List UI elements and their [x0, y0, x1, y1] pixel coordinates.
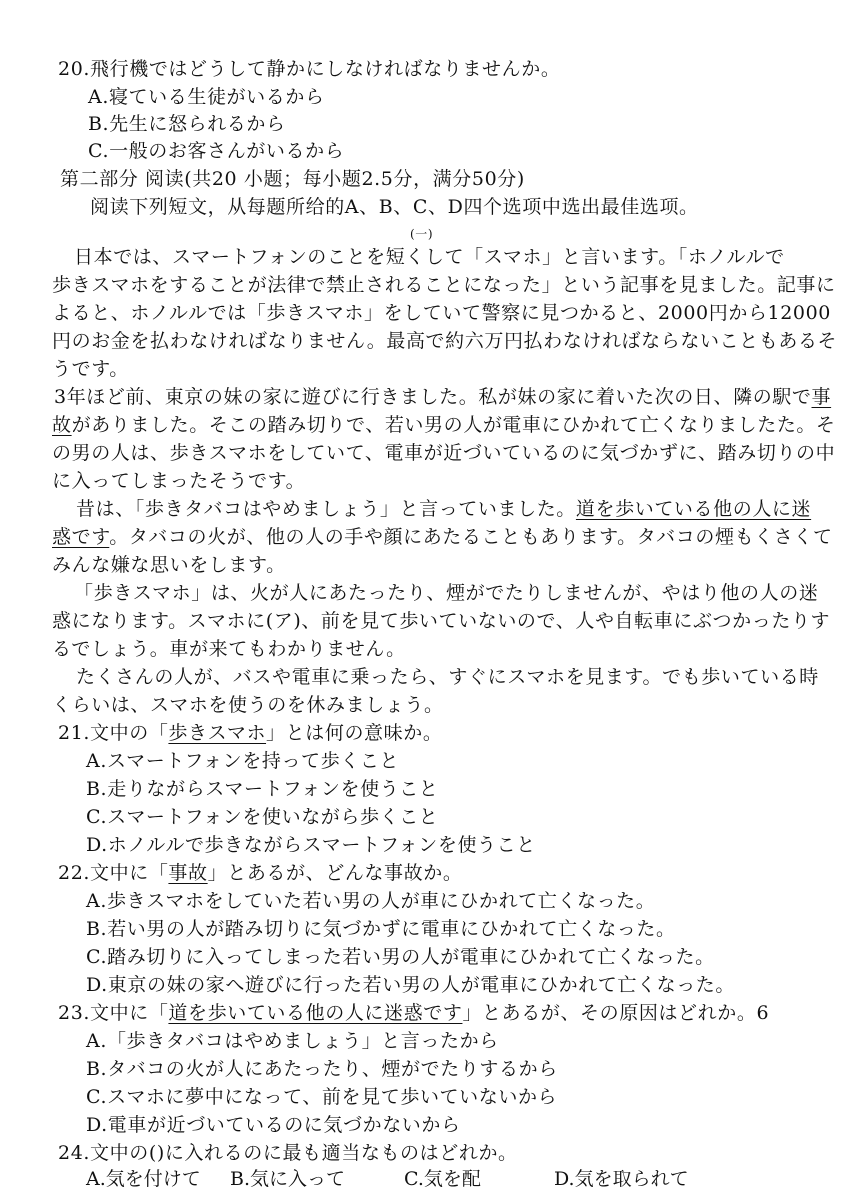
- passage-line: [52, 412, 836, 438]
- question-24-option-d: D.気を取られて: [554, 1168, 689, 1190]
- stem-text: 21.文中の「: [58, 722, 169, 744]
- passage-line: [76, 496, 811, 522]
- question-22-option-c: C.踏み切りに入ってしまった若い男の人が電車にひかれて亡くなった。: [86, 946, 715, 968]
- question-23-option-d: D.電車が近づいているのに気づかないから: [86, 1114, 461, 1136]
- passage-underlined-text: 故: [52, 414, 72, 436]
- passage-line: 惑になります。スマホに(ア)、前を見て歩いていないので、人や自転車にぶつかったりす: [52, 610, 831, 632]
- question-24-stem: 24.文中の()に入れるのに最も適当なものはどれか。: [58, 1142, 518, 1164]
- question-21-option-b: B.走りながらスマートフォンを使うこと: [86, 778, 439, 800]
- passage-line: るでしょう。車が来てもわかりません。: [52, 638, 406, 660]
- question-24-option-b: B.気に入って: [230, 1168, 346, 1190]
- passage-underlined-text: 事: [811, 386, 832, 408]
- part2-instruction: 阅读下列短文，从每题所给的A、B、C、D四个选项中选出最佳选项。: [90, 196, 699, 218]
- stem-text: 」とあるが、その原因はどれか。6: [462, 1002, 770, 1024]
- question-23-stem: [58, 1000, 769, 1026]
- passage-line: の男の人は、歩きスマホをしていて、電車が近づいているのに気づかずに、踏み切りの中: [52, 442, 836, 464]
- passage-text: 。タバコの火が、他の人の手や顔にあたることもあります。タバコの煙もくさくて: [109, 526, 833, 548]
- stem-text: 」とあるが、どんな事故か。: [207, 862, 463, 884]
- question-24-option-a: A.気を付けて: [86, 1168, 201, 1190]
- passage-number: (一): [410, 227, 434, 241]
- passage-line: 円のお金を払わなければなりません。最高で約六万円払わなければならないこともあるそ: [52, 330, 838, 352]
- passage-line: うです。: [52, 358, 129, 380]
- passage-text: 昔は、「歩きタバコはやめましょう」と言っていました。: [76, 498, 576, 520]
- passage-line: 「歩きスマホ」は、火が人にあたったり、煙がでたりしませんが、やはり他の人の迷: [74, 582, 819, 604]
- passage-line: に入ってしまったそうです。: [52, 470, 306, 492]
- passage-line: たくさんの人が、バスや電車に乗ったら、すぐにスマホを見ます。でも歩いている時: [76, 666, 819, 688]
- passage-line: [52, 524, 833, 550]
- stem-underlined-text: 道を歩いている他の人に迷惑です: [168, 1002, 463, 1024]
- stem-underlined-text: 歩きスマホ: [168, 722, 267, 744]
- question-21-option-c: C.スマートフォンを使いながら歩くこと: [86, 806, 439, 828]
- passage-line: 日本では、スマートフォンのことを短くして「スマホ」と言います。「ホノルルで: [74, 246, 785, 268]
- question-22-option-b: B.若い男の人が踏み切りに気づかずに電車にひかれて亡くなった。: [86, 918, 676, 940]
- passage-text: 3年ほど前、東京の妹の家に遊びに行きました。私が妹の家に着いた次の日、隣の駅で: [54, 386, 812, 408]
- question-20-option-c: C.一般のお客さんがいるから: [88, 140, 345, 162]
- stem-text: 」とは何の意味か。: [266, 722, 443, 744]
- stem-text: 22.文中に「: [58, 862, 169, 884]
- question-20-stem: 20.飛行機ではどうして静かにしなければなりませんか。: [58, 58, 561, 80]
- question-21-option-a: A.スマートフォンを持って歩くこと: [86, 750, 400, 772]
- question-20-option-a: A.寝ている生徒がいるから: [88, 86, 325, 108]
- stem-underlined-text: 事故: [168, 862, 208, 884]
- part2-header: 第二部分 阅读(共20 小题；每小题2.5分，满分50分): [60, 168, 525, 190]
- passage-underlined-text: 惑です: [52, 526, 110, 548]
- question-23-option-b: B.タバコの火が人にあたったり、煙がでたりするから: [86, 1058, 558, 1080]
- question-21-stem: [58, 720, 442, 746]
- question-22-stem: [58, 860, 462, 886]
- passage-line: みんな嫌な思いをします。: [52, 554, 286, 576]
- passage-text: がありました。そこの踏み切りで、若い男の人が電車にひかれて亡くなりましたた。そ: [71, 414, 836, 436]
- passage-line: 歩きスマホをすることが法律で禁止されることになった」という記事を見ました。記事に: [52, 274, 836, 296]
- question-24-option-c: C.気を配: [404, 1168, 481, 1190]
- passage-line: くらいは、スマホを使うのを休みましょう。: [52, 694, 444, 716]
- passage-line: [54, 384, 831, 410]
- passage-line: よると、ホノルルでは「歩きスマホ」をしていて警察に見つかると、2000円から12000: [52, 302, 831, 324]
- passage-underlined-text: 道を歩いている他の人に迷: [575, 498, 812, 520]
- question-21-option-d: D.ホノルルで歩きながらスマートフォンを使うこと: [86, 834, 536, 856]
- stem-text: 23.文中に「: [58, 1002, 169, 1024]
- question-23-option-a: A.「歩きタバコはやめましょう」と言ったから: [86, 1030, 499, 1052]
- question-20-option-b: B.先生に怒られるから: [88, 113, 286, 135]
- question-22-option-d: D.東京の妹の家へ遊びに行った若い男の人が電車にひかれて亡くなった。: [86, 974, 735, 996]
- question-23-option-c: C.スマホに夢中になって、前を見て歩いていないから: [86, 1086, 558, 1108]
- question-22-option-a: A.歩きスマホをしていた若い男の人が車にひかれて亡くなった。: [86, 890, 656, 912]
